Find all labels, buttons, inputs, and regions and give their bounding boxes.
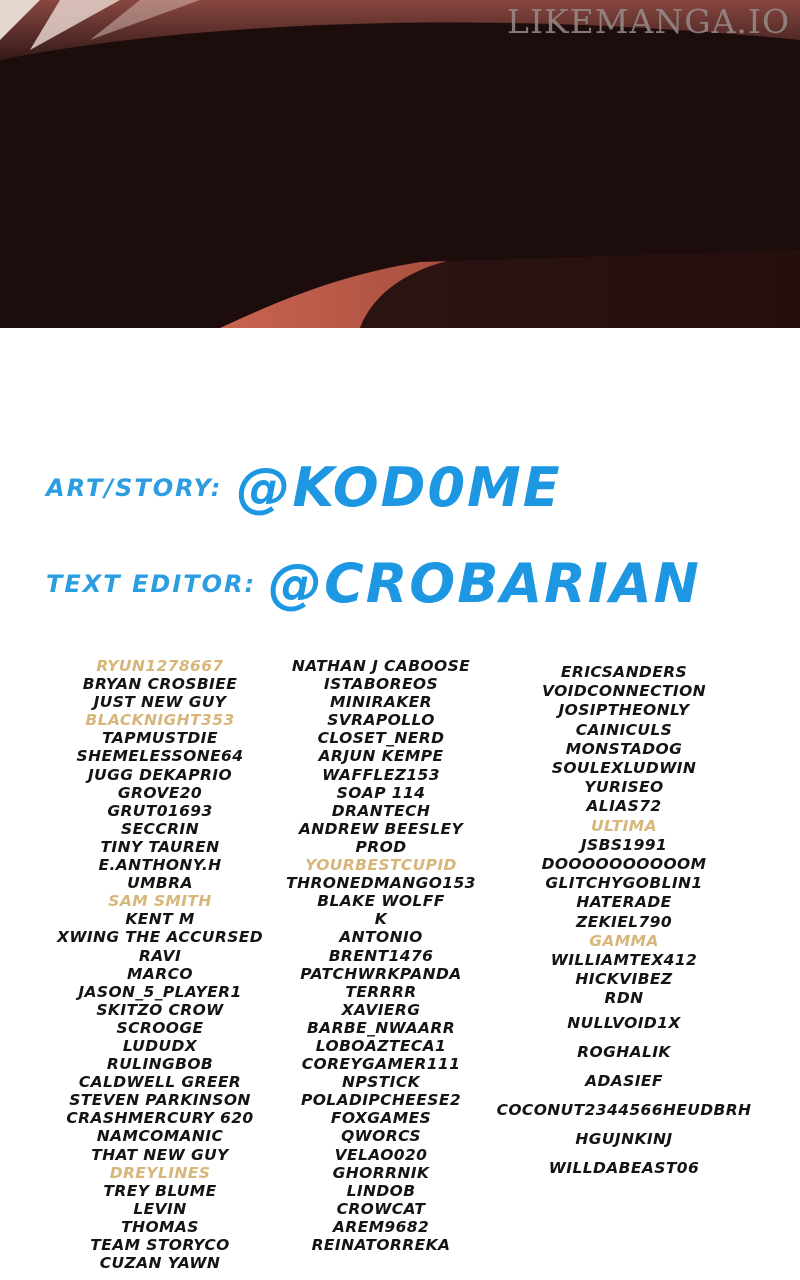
supporter-name: NATHAN J CABOOSE (291, 657, 471, 675)
supporter-name: ANTONIO (339, 928, 423, 947)
supporter-name: RYUN1278667 (96, 657, 224, 675)
supporter-name: JUST NEW GUY (93, 693, 227, 712)
supporter-name: BLACKNIGHT353 (85, 711, 235, 730)
supporter-name: K (374, 910, 388, 929)
supporter-name: QWORCS (341, 1127, 421, 1146)
supporter-name: LINDOB (346, 1181, 416, 1200)
supporter-name: E.ANTHONY.H (98, 856, 222, 875)
supporter-name: XWING THE ACCURSED (56, 928, 264, 947)
supporter-name: ROGHALIK (577, 1042, 671, 1061)
supporter-name: THOMAS (121, 1217, 199, 1236)
supporter-name: PATCHWRKPANDA (300, 964, 462, 983)
supporter-name: GAMMA (589, 931, 659, 950)
supporter-name: SVRAPOLLO (327, 711, 435, 730)
supporter-name: SAM SMITH (108, 892, 212, 911)
supporter-name: YURISEO (584, 778, 664, 797)
supporter-name: NPSTICK (341, 1073, 421, 1092)
supporter-name: POLADIPCHEESE2 (300, 1091, 462, 1110)
supporter-name: TREY BLUME (103, 1181, 217, 1200)
supporter-name: LEVIN (133, 1199, 187, 1218)
supporter-name: GHORRNIK (332, 1163, 430, 1182)
supporter-name: RAVI (138, 946, 182, 965)
supporter-name: MONSTADOG (565, 739, 683, 758)
supporter-name: REINATORREKA (311, 1236, 451, 1254)
supporter-name: GROVE20 (117, 783, 203, 802)
supporter-name: SECCRIN (121, 819, 199, 838)
supporter-name: PROD (355, 837, 407, 856)
supporter-name: YOURBESTCUPID (305, 856, 457, 875)
supporter-name: HGUJNKINJ (575, 1129, 673, 1148)
supporter-name: JUGG DEKAPRIO (87, 765, 233, 784)
supporter-name: THRONEDMANGO153 (286, 874, 476, 893)
supporter-name: TERRRR (345, 982, 417, 1001)
supporter-name: DREYLINES (109, 1163, 211, 1182)
supporter-name: CROWCAT (336, 1199, 426, 1218)
supporter-name: HICKVIBEZ (575, 970, 673, 989)
supporter-name: ISTABOREOS (323, 675, 439, 694)
supporter-name: SOULEXLUDWIN (551, 759, 697, 778)
comic-art-panel (0, 0, 800, 328)
supporter-name: MINIRAKER (330, 693, 432, 712)
supporter-name: CALDWELL GREER (78, 1073, 242, 1092)
supporter-name: NAMCOMANIC (96, 1127, 224, 1146)
supporter-name: UMBRA (127, 874, 193, 893)
supporter-name: CAINICULS (575, 720, 673, 739)
supporters-column-3 (474, 663, 774, 1183)
supporter-name: TINY TAUREN (100, 837, 220, 856)
supporter-name: DOOOOOOOOOOM (541, 855, 707, 874)
supporter-name: KENT M (125, 910, 195, 929)
supporter-name: XAVIERG (341, 1000, 421, 1019)
supporter-name: TEAM STORYCO (90, 1236, 230, 1254)
supporter-name: ANDREW BEESLEY (298, 819, 464, 838)
supporter-name: NULLVOID1X (567, 1013, 681, 1032)
supporter-name: SOAP 114 (336, 783, 426, 802)
supporter-name: WILLDABEAST06 (548, 1158, 700, 1177)
supporter-name: BRYAN CROSBIEE (82, 675, 238, 694)
supporter-name: JSBS1991 (580, 835, 668, 854)
supporter-name: DRANTECH (331, 801, 431, 820)
supporter-name: WILLIAMTEX412 (550, 951, 698, 970)
supporter-name: SCROOGE (116, 1018, 204, 1037)
supporter-name: SHEMELESSONE64 (76, 747, 244, 766)
supporter-name: FOXGAMES (330, 1109, 432, 1128)
supporter-name: MARCO (127, 964, 193, 983)
supporter-name: ARJUN KEMPE (318, 747, 444, 766)
supporter-name: STEVEN PARKINSON (69, 1091, 251, 1110)
supporter-name: ALIAS72 (586, 797, 662, 816)
supporter-name: ZEKIEL790 (575, 912, 673, 931)
supporter-name: LOBOAZTECA1 (315, 1036, 447, 1055)
supporter-name: JASON_5_PLAYER1 (78, 982, 242, 1001)
supporter-name: AREM9682 (332, 1217, 430, 1236)
supporter-name: COREYGAMER111 (301, 1055, 461, 1074)
supporter-name: BRENT1476 (328, 946, 434, 965)
supporters-column-1 (30, 657, 290, 1272)
art-story-handle: @KOD0ME (236, 456, 562, 519)
supporter-name: RDN (604, 989, 644, 1008)
watermark: LIKEMANGA.IO (507, 2, 790, 41)
supporter-name: JOSIPTHEONLY (558, 701, 690, 720)
supporter-name: BARBE_NWAARR (306, 1018, 456, 1037)
supporter-name: ULTIMA (590, 816, 658, 835)
supporter-name: TAPMUSTDIE (102, 729, 218, 748)
supporter-name: ERICSANDERS (560, 663, 688, 681)
art-story-credit (46, 456, 562, 519)
text-editor-credit (46, 552, 701, 615)
supporters-column-2 (268, 657, 494, 1254)
supporter-name: ADASIEF (585, 1071, 663, 1090)
text-editor-label: TEXT EDITOR: (46, 569, 257, 598)
supporter-name: THAT NEW GUY (91, 1145, 229, 1164)
text-editor-handle: @CROBARIAN (268, 552, 701, 615)
supporter-name: CLOSET_NERD (317, 729, 445, 748)
supporter-name: VELAO020 (334, 1145, 428, 1164)
dark-silhouette-art (0, 0, 800, 328)
supporter-name: SKITZO CROW (96, 1000, 224, 1019)
supporter-name: HATERADE (576, 893, 672, 912)
supporter-name: BLAKE WOLFF (317, 892, 445, 911)
supporter-name: WAFFLEZ153 (322, 765, 440, 784)
art-story-label: ART/STORY: (46, 473, 223, 502)
supporter-name: GLITCHYGOBLIN1 (545, 874, 703, 893)
supporter-name: COCONUT2344566HEUDBRH (496, 1100, 752, 1119)
supporter-name: LUDUDX (122, 1036, 198, 1055)
supporter-name: VOIDCONNECTION (541, 682, 707, 701)
supporter-name: RULINGBOB (106, 1055, 214, 1074)
supporter-name: GRUT01693 (107, 801, 213, 820)
supporter-name: CUZAN YAWN (99, 1254, 221, 1273)
supporter-name: CRASHMERCURY 620 (66, 1109, 254, 1128)
